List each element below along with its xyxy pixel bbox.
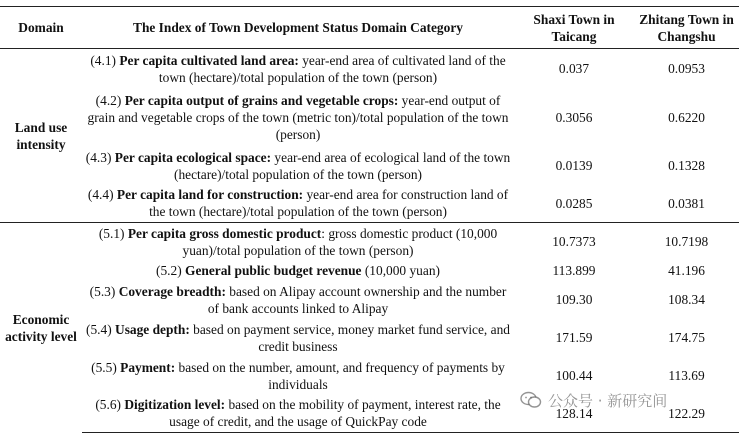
value-shaxi: 0.3056 [555, 110, 593, 125]
value-shaxi: 0.0139 [555, 158, 593, 173]
table-row [0, 281, 739, 319]
value-zhitang: 0.6220 [668, 110, 705, 125]
index-description: (5.5) Payment: based on the number, amount, and frequency of payments by individuals [91, 359, 505, 392]
value-zhitang: 10.7198 [634, 223, 739, 261]
value-shaxi: 113.899 [552, 263, 596, 278]
value-zhitang: 113.69 [668, 368, 705, 383]
table-row [0, 147, 739, 185]
watermark [520, 388, 667, 412]
value-zhitang: 0.1328 [668, 158, 705, 173]
table-row [0, 223, 739, 261]
index-description: (4.1) Per capita cultivated land area: year-end area of cultivated land of the town (hectare)/total population of the town (person) [90, 52, 506, 85]
index-description: (5.1) Per capita gross domestic product: gross domestic product (10,000 yuan)/total population of the town (person) [82, 223, 514, 261]
value-zhitang: 0.0953 [668, 61, 705, 77]
index-description: (4.2) Per capita output of grains and vegetable crops: year-end output of grain and vegetable crops of the town (metric ton)/total population of the town (person) [87, 93, 509, 142]
table-row [0, 89, 739, 147]
table-row [0, 319, 739, 357]
index-description: (5.6) Digitization level: based on the mobility of payment, interest rate, the usage of credit, and the usage of QuickPay code [82, 395, 514, 433]
town-development-table [0, 6, 739, 433]
value-shaxi: 171.59 [555, 330, 593, 345]
header-zhitang: Zhitang Town in Changshu [634, 7, 739, 49]
value-shaxi: 0.037 [558, 61, 590, 77]
table-row [0, 185, 739, 223]
table-header-row [0, 7, 739, 49]
value-shaxi: 100.44 [555, 368, 593, 383]
table-row [0, 261, 739, 281]
watermark-text: 公众号 · 新研究间 [548, 391, 668, 410]
index-description: (5.4) Usage depth: based on payment service, money market fund service, and credit business [86, 321, 510, 354]
wechat-icon [520, 391, 542, 409]
domain-land-use-intensity: Land use intensity [14, 119, 68, 152]
value-zhitang: 174.75 [668, 330, 705, 345]
value-shaxi: 109.30 [555, 292, 593, 307]
table-row [0, 49, 739, 89]
index-description: (5.2) General public budget revenue (10,000 yuan) [156, 263, 440, 278]
value-shaxi: 0.0285 [555, 195, 593, 211]
header-shaxi: Shaxi Town in Taicang [514, 7, 634, 49]
value-shaxi: 10.7373 [514, 223, 634, 261]
domain-economic-activity-level: Economic activity level [0, 223, 82, 433]
index-description: (5.3) Coverage breadth: based on Alipay account ownership and the number of bank accounts linked to Alipay [89, 283, 507, 316]
header-index: The Index of Town Development Status Domain Category [82, 7, 514, 49]
header-domain: Domain [0, 7, 82, 49]
value-shaxi: 128.14 [514, 395, 634, 433]
value-zhitang: 41.196 [668, 263, 705, 278]
value-zhitang: 122.29 [634, 395, 739, 433]
value-zhitang: 0.0381 [668, 195, 705, 211]
value-zhitang: 108.34 [668, 292, 705, 307]
index-description: (4.4) Per capita land for construction: year-end area for construction land of the town (hectare)/total population of the town (person) [87, 187, 509, 220]
index-description: (4.3) Per capita ecological space: year-end area of ecological land of the town (hectare)/total population of the town (person) [85, 149, 511, 182]
